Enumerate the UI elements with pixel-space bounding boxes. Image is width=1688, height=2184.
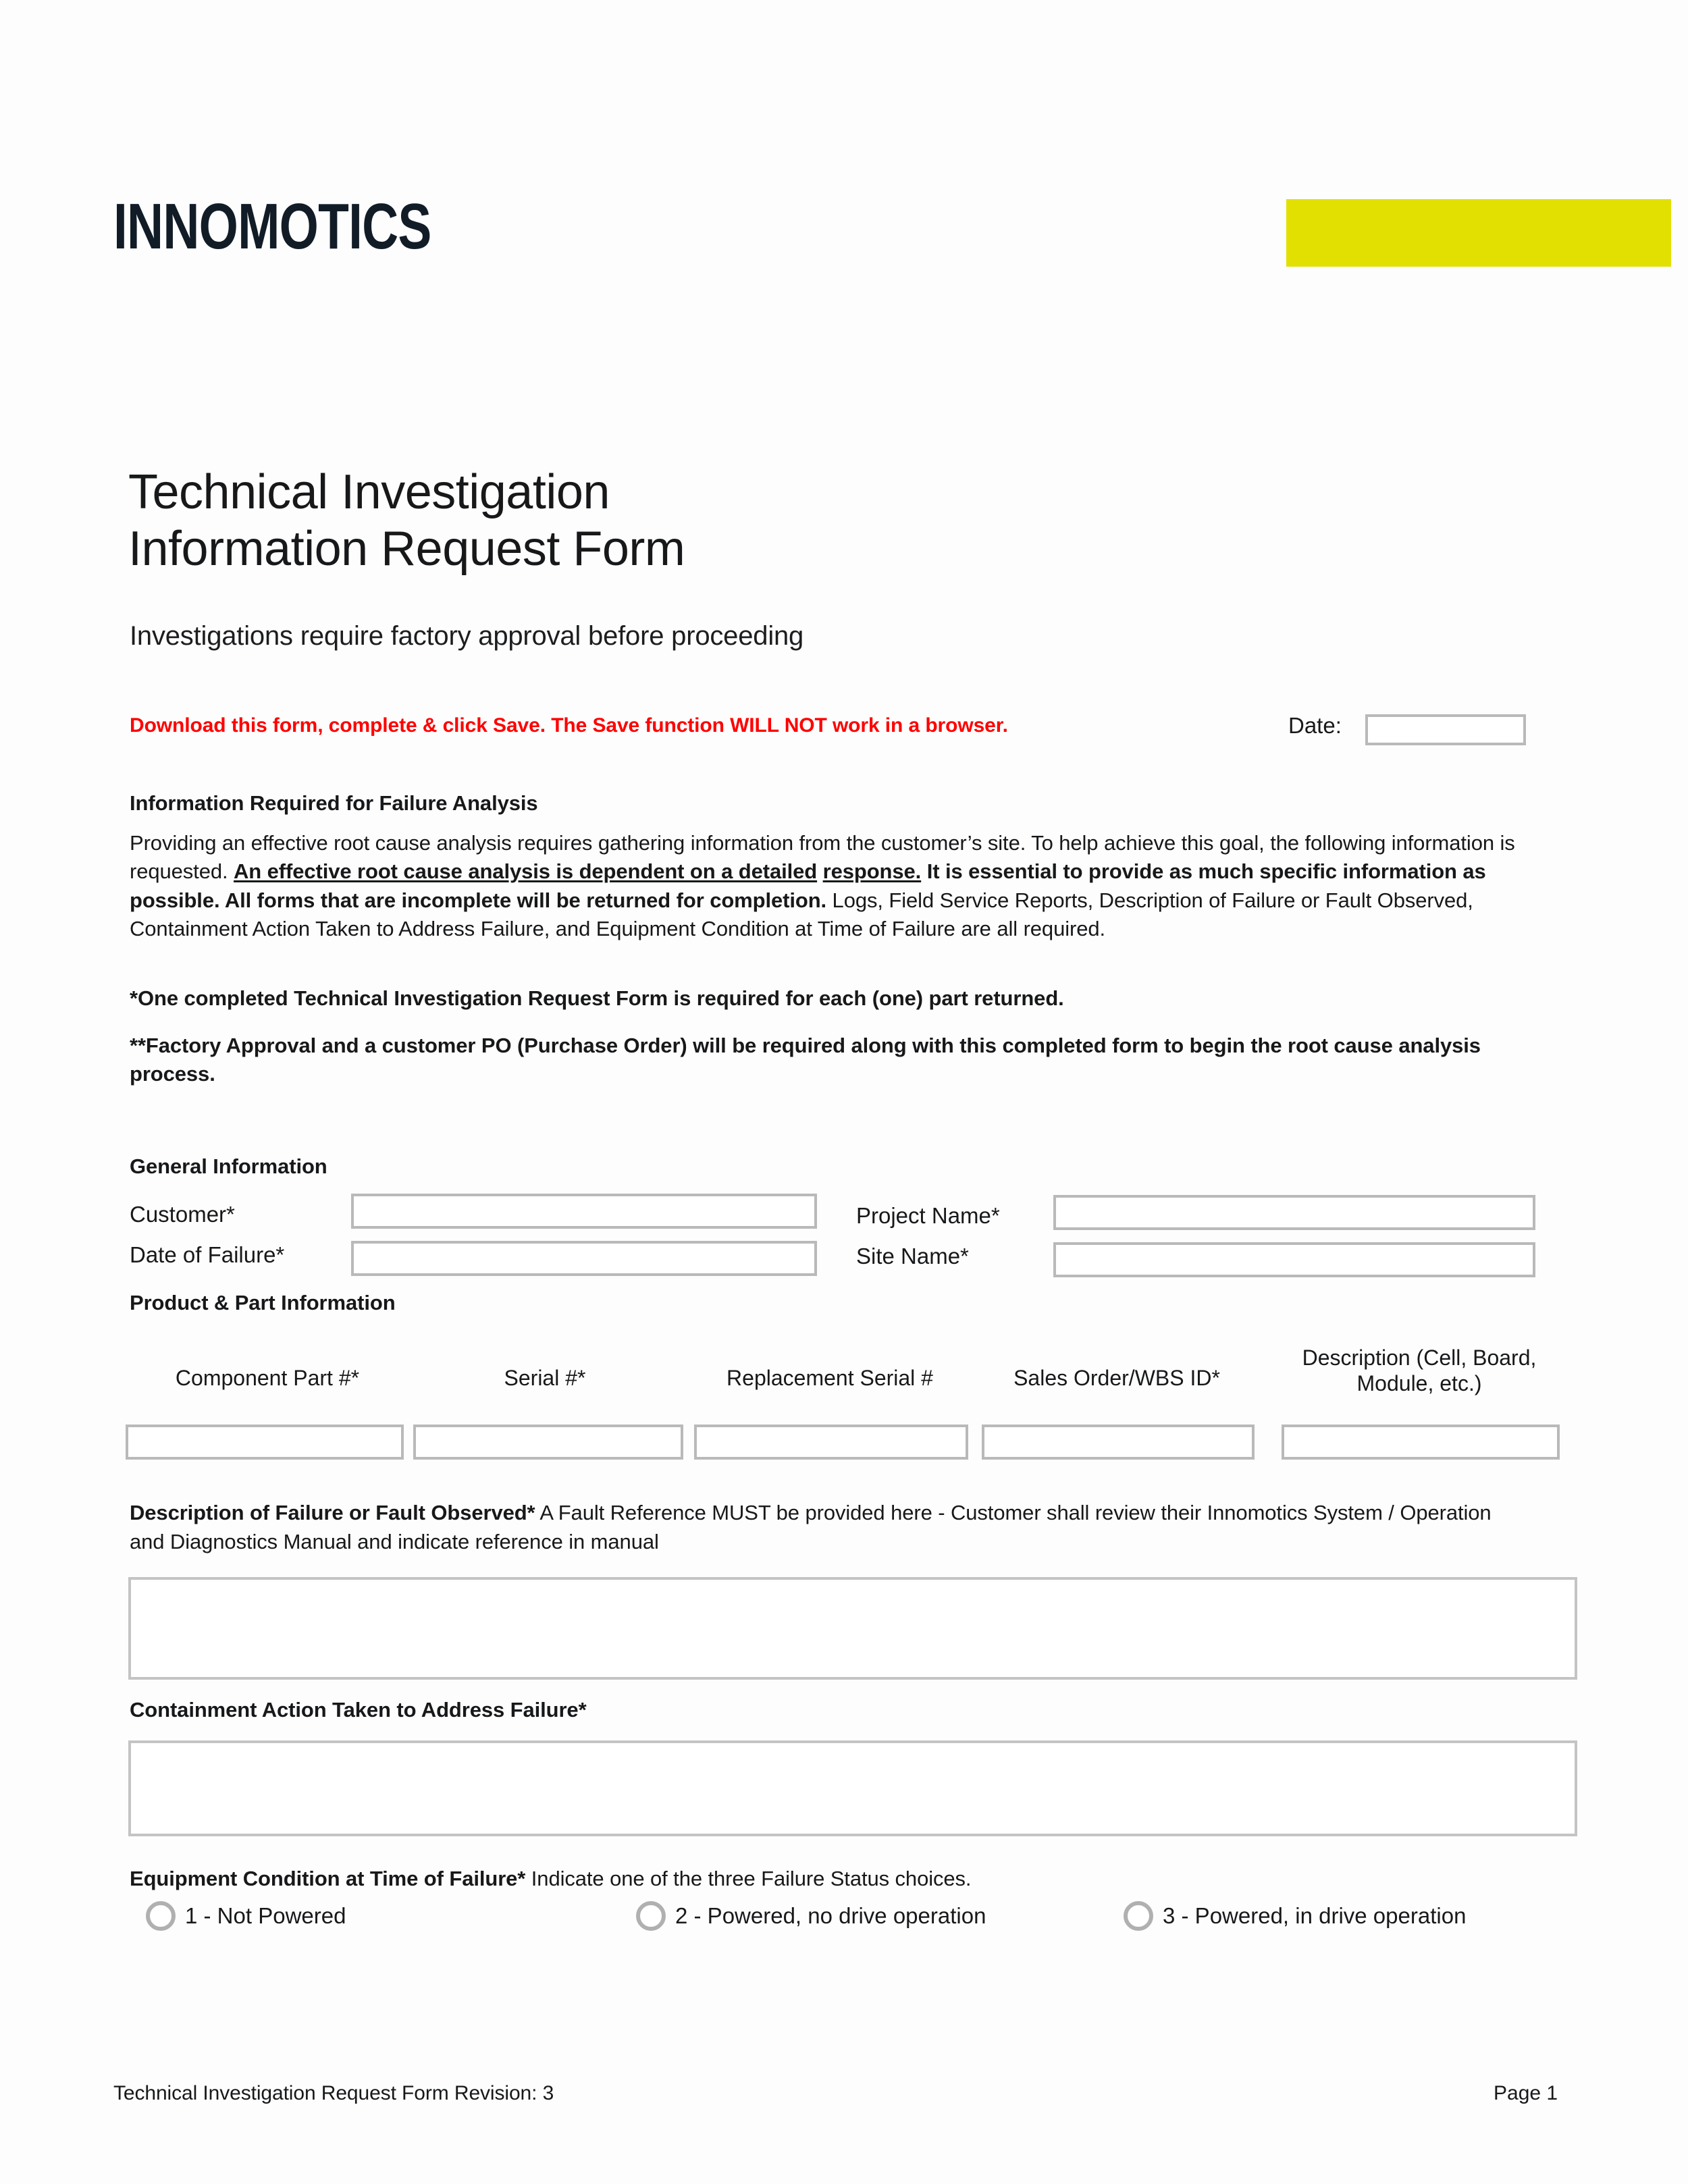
label-description-of-failure-bold: Description of Failure or Fault Observed* [130, 1501, 535, 1524]
column-header-component-part: Component Part #* [175, 1366, 360, 1390]
textarea-containment-action[interactable] [128, 1740, 1577, 1836]
intro-underline-2: response. [822, 859, 922, 884]
input-site-name[interactable] [1053, 1242, 1535, 1277]
label-description-of-failure-regular: A Fault Reference MUST be provided here - Customer shall review their Innomotics System / Operation and Diagnostics Manual and indicate reference in manual [130, 1501, 1492, 1553]
radio-label-not-powered: 1 - Not Powered [185, 1903, 346, 1928]
intro-paragraph-part2: Logs, Field Service Reports, Description of Failure or Fault Observed, Containment Action Taken to Address Failure, and Equipment Condition at Time of Failure are all required. [130, 888, 1473, 941]
section-heading-product-part-information: Product & Part Information [130, 1291, 396, 1314]
input-serial[interactable] [413, 1424, 683, 1460]
textarea-description-of-failure[interactable] [128, 1577, 1577, 1680]
input-customer[interactable] [351, 1194, 817, 1229]
intro-underline-1: An effective root cause analysis is dependent on a detailed [234, 859, 818, 884]
column-header-serial: Serial #* [504, 1366, 586, 1390]
label-equipment-condition-bold: Equipment Condition at Time of Failure* [130, 1867, 526, 1890]
page-title-line2: Information Request Form [128, 521, 685, 576]
page-subtitle: Investigations require factory approval before proceeding [130, 621, 804, 651]
radio-option-powered-in-drive[interactable] [1124, 1901, 1466, 1931]
radio-circle-icon[interactable] [1124, 1901, 1153, 1931]
input-replacement-serial[interactable] [694, 1424, 968, 1460]
input-description[interactable] [1282, 1424, 1560, 1460]
intro-paragraph [130, 829, 1521, 944]
footer-page-number: Page 1 [1494, 2082, 1558, 2104]
note-one-part-per-form: *One completed Technical Investigation Request Form is required for each (one) part returned. [130, 986, 1064, 1010]
brand-accent-block [1286, 199, 1671, 267]
date-label: Date: [1288, 713, 1342, 738]
input-date-of-failure[interactable] [351, 1241, 817, 1276]
label-containment-action [130, 1696, 1527, 1725]
label-description-of-failure [130, 1499, 1527, 1557]
label-date-of-failure: Date of Failure* [130, 1242, 285, 1267]
download-warning-text: Download this form, complete & click Save. The Save function WILL NOT work in a browser. [130, 714, 1008, 737]
label-site-name: Site Name* [856, 1244, 969, 1269]
intro-bold-rest: It is essential to provide as much specific information as possible. All forms that are incomplete will be returned for completion. [130, 859, 1486, 912]
radio-option-not-powered[interactable] [146, 1901, 346, 1931]
column-header-sales-order-wbs-id: Sales Order/WBS ID* [1013, 1366, 1220, 1390]
label-customer: Customer* [130, 1202, 235, 1227]
input-component-part[interactable] [126, 1424, 404, 1460]
column-header-replacement-serial: Replacement Serial # [727, 1366, 933, 1390]
label-project-name: Project Name* [856, 1203, 1000, 1228]
label-equipment-condition-regular: Indicate one of the three Failure Status choices. [525, 1867, 972, 1890]
footer-revision: Technical Investigation Request Form Revision: 3 [113, 2082, 554, 2104]
radio-circle-icon[interactable] [636, 1901, 666, 1931]
radio-label-powered-no-drive: 2 - Powered, no drive operation [675, 1903, 986, 1928]
input-project-name[interactable] [1053, 1195, 1535, 1230]
radio-option-powered-no-drive[interactable] [636, 1901, 986, 1931]
section-heading-general-information: General Information [130, 1154, 327, 1178]
page-title [128, 464, 685, 577]
note-factory-approval: **Factory Approval and a customer PO (Purchase Order) will be required along with this completed form to begin the root cause analysis process. [130, 1034, 1481, 1086]
radio-label-powered-in-drive: 3 - Powered, in drive operation [1163, 1903, 1467, 1928]
page-title-line1: Technical Investigation [128, 465, 610, 519]
label-containment-action-bold: Containment Action Taken to Address Failure* [130, 1698, 587, 1722]
label-equipment-condition [130, 1865, 1527, 1894]
intro-paragraph-part1: Providing an effective root cause analysis requires gathering information from the customer’s site. To help achieve this goal, the following information is requested. [130, 831, 1515, 884]
date-input[interactable] [1365, 714, 1526, 745]
radio-circle-icon[interactable] [146, 1901, 176, 1931]
section-heading-information-required: Information Required for Failure Analysis [130, 791, 538, 815]
innomotics-logo: INNOMOTICS [113, 190, 431, 263]
input-sales-order-wbs-id[interactable] [982, 1424, 1255, 1460]
column-header-description: Description (Cell, Board, Module, etc.) [1302, 1346, 1537, 1396]
